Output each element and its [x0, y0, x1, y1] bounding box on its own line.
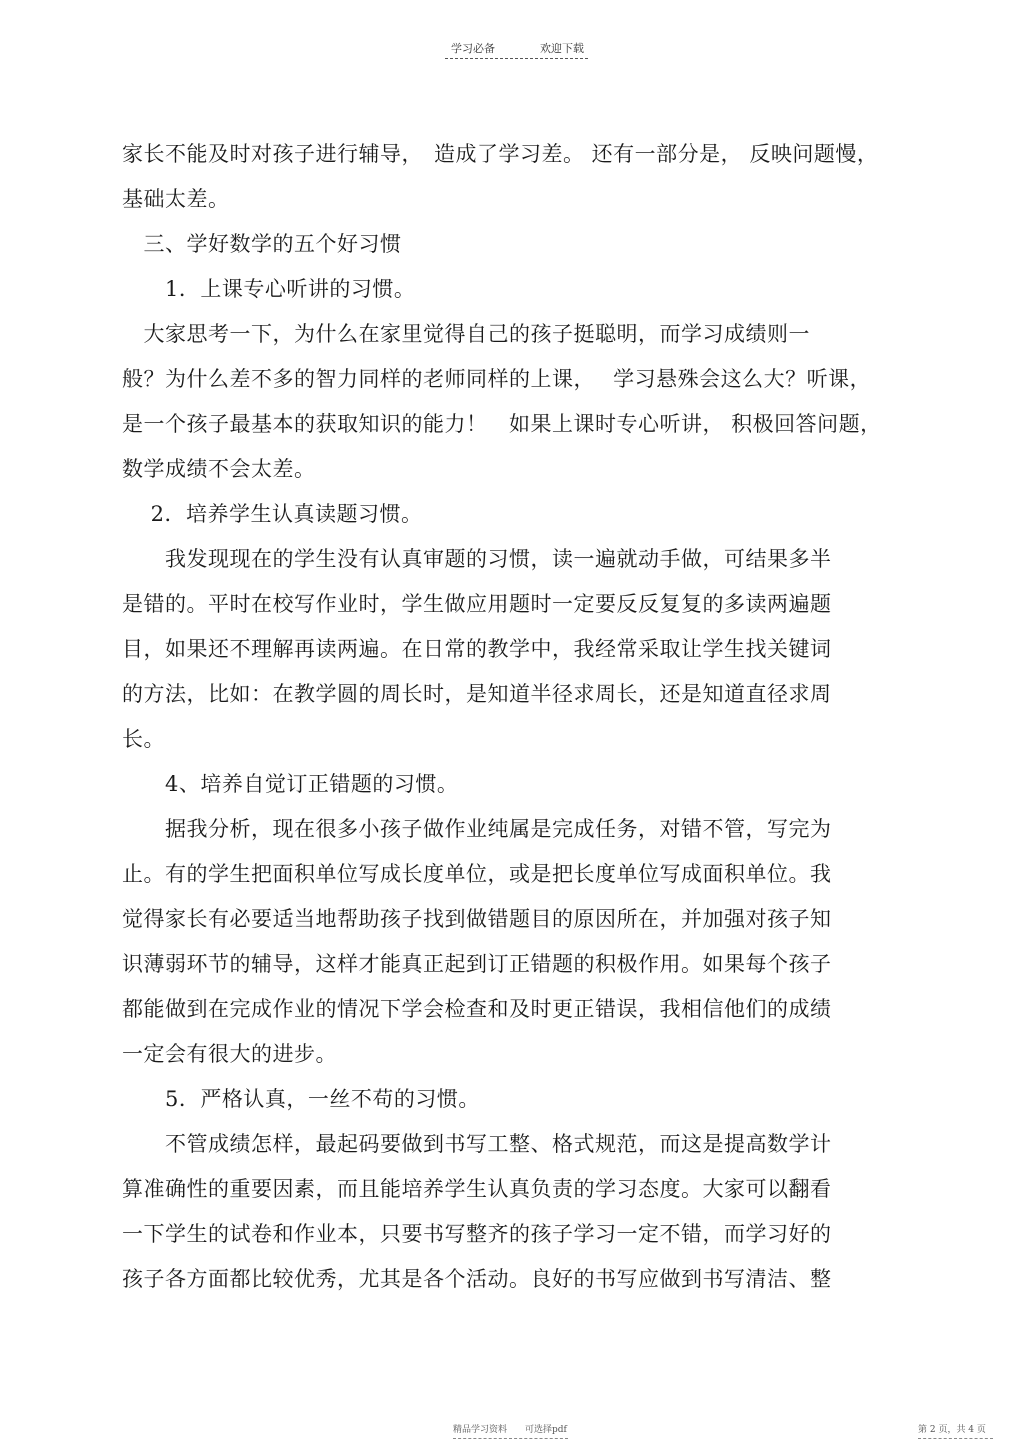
text-line: 是错的。平时在校写作业时，学生做应用题时一定要反反复复的多读两遍题 [122, 592, 832, 616]
document-body [122, 132, 922, 1302]
header-right-text: 欢迎下载 [540, 42, 584, 55]
text-line: 是一个孩子最基本的获取知识的能力！ 如果上课时专心听讲， 积极回答问题， [122, 412, 882, 436]
habit-heading-2: 2．培养学生认真读题习惯。 [122, 502, 423, 526]
footer-left-text: 精品学习资料 可选择pdf [453, 1425, 567, 1435]
header-divider [445, 58, 588, 59]
text-line: 识薄弱环节的辅导，这样才能真正起到订正错题的积极作用。如果每个孩子 [122, 952, 832, 976]
text-line: 不管成绩怎样，最起码要做到书写工整、格式规范，而这是提高数学计 [122, 1132, 832, 1156]
header-left-text: 学习必备 [451, 42, 495, 55]
text-line: 算准确性的重要因素，而且能培养学生认真负责的学习态度。大家可以翻看 [122, 1177, 832, 1201]
habit-heading-5: 5．严格认真，一丝不苟的习惯。 [122, 1087, 480, 1111]
text-line: 目，如果还不理解再读两遍。在日常的教学中，我经常采取让学生找关键词 [122, 637, 832, 661]
text-line: 家长不能及时对孩子进行辅导， 造成了学习差。 还有一部分是， 反映问题慢， [122, 142, 879, 166]
page-number: 第 2 页，共 4 页 [918, 1425, 986, 1435]
text-line: 一定会有很大的进步。 [122, 1042, 337, 1066]
footer-left-divider [453, 1438, 568, 1439]
text-line: 的方法，比如：在教学圆的周长时，是知道半径求周长，还是知道直径求周 [122, 682, 832, 706]
text-line: 长。 [122, 727, 165, 751]
text-line: 孩子各方面都比较优秀，尤其是各个活动。良好的书写应做到书写清洁、整 [122, 1267, 832, 1291]
section-heading: 三、学好数学的五个好习惯 [122, 232, 402, 256]
page-footer [0, 1418, 1024, 1449]
text-line: 般？为什么差不多的智力同样的老师同样的上课， 学习悬殊会这么大？听课， [122, 367, 872, 391]
text-line: 大家思考一下，为什么在家里觉得自己的孩子挺聪明，而学习成绩则一 [122, 322, 810, 346]
text-line: 都能做到在完成作业的情况下学会检查和及时更正错误，我相信他们的成绩 [122, 997, 832, 1021]
text-line: 止。有的学生把面积单位写成长度单位，或是把长度单位写成面积单位。我 [122, 862, 832, 886]
text-line: 我发现现在的学生没有认真审题的习惯，读一遍就动手做，可结果多半 [122, 547, 832, 571]
habit-heading-1: 1．上课专心听讲的习惯。 [122, 277, 416, 301]
text-line: 一下学生的试卷和作业本，只要书写整齐的孩子学习一定不错，而学习好的 [122, 1222, 832, 1246]
text-line: 数学成绩不会太差。 [122, 457, 316, 481]
text-line: 基础太差。 [122, 187, 230, 211]
footer-right-divider [918, 1438, 993, 1439]
text-line: 据我分析，现在很多小孩子做作业纯属是完成任务，对错不管，写完为 [122, 817, 832, 841]
text-line: 觉得家长有必要适当地帮助孩子找到做错题目的原因所在，并加强对孩子知 [122, 907, 832, 931]
habit-heading-4: 4、培养自觉订正错题的习惯。 [122, 772, 459, 796]
